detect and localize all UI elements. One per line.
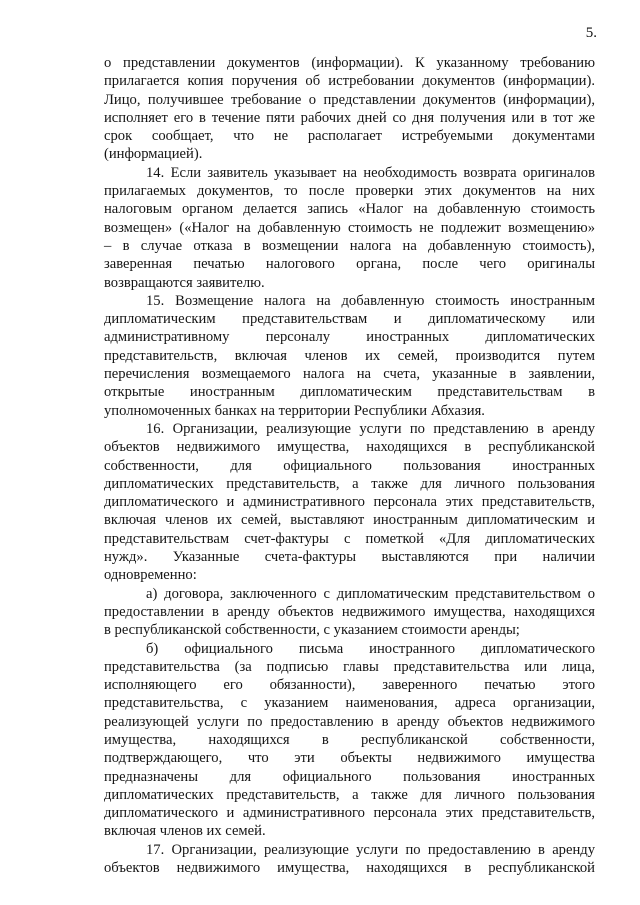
text-line: представительств, включая членов их семей, производится путем bbox=[104, 347, 595, 364]
text-line: включая членов их семей, выставляют иностранным дипломатическим и bbox=[104, 512, 595, 529]
text-line: дипломатическим представительствам и дипломатическому или bbox=[104, 311, 595, 328]
text-line: Лицо, получившее требование о представлении документов (информации), bbox=[104, 91, 595, 108]
text-line: реализующей услуги по предоставлению в аренду объектов недвижимого bbox=[104, 713, 595, 730]
text-line: 17. Организации, реализующие услуги по предоставлению в аренду bbox=[146, 841, 595, 858]
text-line: возмещен» («Налог на добавленную стоимость не подлежит возмещению» bbox=[104, 219, 595, 236]
text-line: налоговым органом делается запись «Налог на добавленную стоимость bbox=[104, 201, 595, 218]
text-line: (информацией). bbox=[104, 146, 203, 163]
text-line: объектов недвижимого имущества, находящихся в республиканской bbox=[104, 439, 595, 456]
text-line: объектов недвижимого имущества, находящихся в республиканской bbox=[104, 860, 595, 877]
text-line: дипломатического и административного персонала этих представительств, bbox=[104, 494, 595, 511]
text-line: исполняет его в течение пяти рабочих дней со дня получения или в тот же bbox=[104, 109, 595, 126]
text-line: включая членов их семей. bbox=[104, 823, 266, 840]
text-line: нужд». Указанные счета-фактуры выставляются при наличии bbox=[104, 549, 595, 566]
text-line: дипломатического и административного персонала этих представительств, bbox=[104, 805, 595, 822]
text-line: о представлении документов (информации). К указанному требованию bbox=[104, 55, 595, 71]
text-line: прилагаемых документов, то после проверки этих документов на них bbox=[104, 183, 595, 200]
text-line: дипломатических представительств, а также для личного пользования bbox=[104, 786, 595, 803]
text-line: перечисления возмещаемого налога на счета, указанные в заявлении, bbox=[104, 366, 595, 383]
text-line: дипломатических представительств, а также для личного пользования bbox=[104, 475, 595, 492]
text-line: б) официального письма иностранного дипломатического bbox=[146, 640, 595, 657]
text-line: представительствам счет-фактуры с пометкой «Для дипломатических bbox=[104, 530, 595, 547]
text-line: представительства, с указанием наименования, адреса организации, bbox=[104, 695, 595, 712]
text-line: имущества, находящихся в республиканской собственности, bbox=[104, 731, 595, 748]
text-line: предоставлении в аренду объектов недвижимого имущества, находящихся bbox=[104, 603, 595, 620]
text-line: открытые иностранным дипломатическим представительствам в bbox=[104, 384, 595, 401]
text-line: представительства (за подписью главы представительства или лица, bbox=[104, 658, 595, 675]
text-line: уполномоченных банках на территории Республики Абхазия. bbox=[104, 402, 485, 419]
page-number: 5. bbox=[585, 25, 597, 41]
text-line: заверенная печатью налогового органа, после чего оригиналы bbox=[104, 256, 595, 273]
text-line: 15. Возмещение налога на добавленную стоимость иностранным bbox=[146, 292, 595, 309]
text-line: предназначены для официального пользования иностранных bbox=[104, 768, 595, 785]
text-line: 14. Если заявитель указывает на необходимость возврата оригиналов bbox=[146, 164, 595, 181]
text-line: прилагается копия поручения об истребовании документов (информации). bbox=[104, 73, 595, 90]
text-line: собственности, для официального пользования иностранных bbox=[104, 457, 595, 474]
text-line: подтверждающего, что эти объекты недвижимого имущества bbox=[104, 750, 595, 767]
text-line: возвращаются заявителю. bbox=[104, 274, 265, 291]
text-line: а) договора, заключенного с дипломатическим представительством о bbox=[146, 585, 595, 602]
text-line: исполняющего его обязанности), заверенного печатью этого bbox=[104, 677, 595, 694]
text-line: одновременно: bbox=[104, 567, 197, 584]
text-line: 16. Организации, реализующие услуги по представлению в аренду bbox=[146, 420, 595, 437]
text-line: административному персоналу иностранных дипломатических bbox=[104, 329, 595, 346]
document-body bbox=[104, 54, 595, 877]
text-line: в республиканской собственности, с указанием стоимости аренды; bbox=[104, 622, 520, 639]
text-line: срок сообщает, что не располагает истребуемыми документами bbox=[104, 128, 595, 145]
text-line: – в случае отказа в возмещении налога на добавленную стоимость), bbox=[104, 237, 595, 254]
